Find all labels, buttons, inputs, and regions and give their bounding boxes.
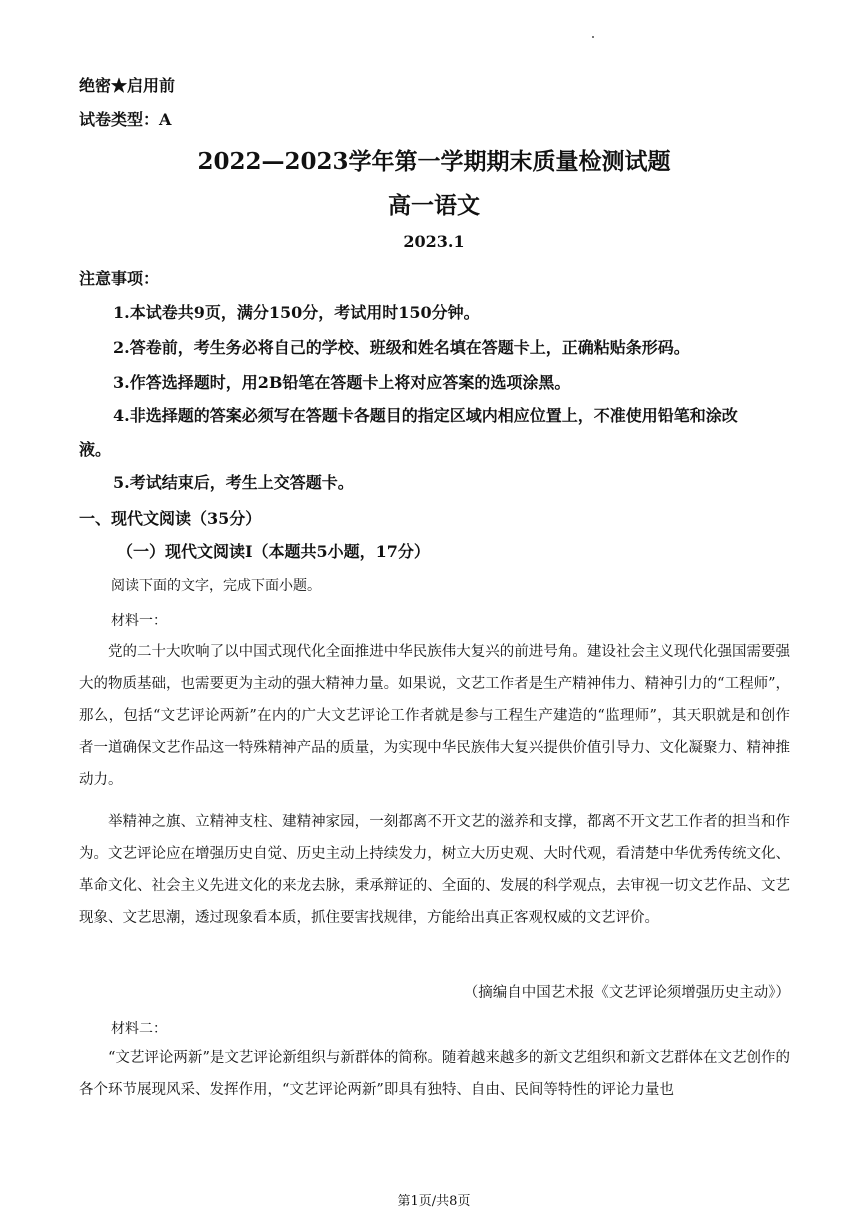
subject-title: 高一语文 [388, 192, 480, 219]
subsection-heading: （一）现代文阅读Ⅰ（本题共5小题，17分） [117, 542, 430, 561]
notice-item-4: 4.非选择题的答案必须写在答题卡各题目的指定区域内相应位置上，不准使用铅笔和涂改 [113, 406, 738, 425]
reading-instruction: 阅读下面的文字，完成下面小题。 [111, 578, 321, 594]
notice-item-4-continued: 液。 [79, 440, 112, 459]
section-heading: 一、现代文阅读（35分） [79, 509, 262, 528]
material-one-label: 材料一： [111, 613, 167, 629]
notice-heading: 注意事项： [79, 269, 160, 288]
notice-item-1: 1.本试卷共9页，满分150分，考试用时150分钟。 [113, 303, 480, 322]
material-one-paragraph-1: 党的二十大吹响了以中国式现代化全面推进中华民族伟大复兴的前进号角。建设社会主义现代化强国需要强大的物质基础，也需要更为主动的强大精神力量。如果说，文艺工作者是生产精神伟力、精神引力的“工程师”，那么，包括“文艺评论两新”在内的广大文艺评论工作者就是参与工程生产建造的“监理师”，其天职就是和创作者一道确保文艺作品这一特殊精神产品的质量，为实现中华民族伟大复兴提供价值引导力、文化凝聚力、精神推动力。 [79, 644, 790, 788]
exam-title: 2022—2023学年第一学期期末质量检测试题 [197, 148, 671, 175]
material-two-label: 材料二： [111, 1021, 167, 1037]
exam-date: 2023.1 [403, 232, 465, 251]
scan-dot [592, 36, 594, 38]
material-one-paragraph-2: 举精神之旗、立精神支柱、建精神家园，一刻都离不开文艺的滋养和支撑，都离不开文艺工作者的担当和作为。文艺评论应在增强历史自觉、历史主动上持续发力，树立大历史观、大时代观，看清楚中华优秀传统文化、革命文化、社会主义先进文化的来龙去脉，秉承辩证的、全面的、发展的科学观点，去审视一切文艺作品、文艺现象、文艺思潮，透过现象看本质，抓住要害找规律，方能给出真正客观权威的文艺评价。 [79, 814, 790, 926]
paper-type-label: 试卷类型：A [79, 110, 172, 129]
notice-item-3: 3.作答选择题时，用2B铅笔在答题卡上将对应答案的选项涂黑。 [113, 373, 571, 392]
material-one-source: （摘编自中国艺术报《文艺评论须增强历史主动》） [463, 985, 790, 1001]
confidential-label: 绝密★启用前 [79, 76, 176, 95]
notice-item-5: 5.考试结束后，考生上交答题卡。 [113, 473, 354, 492]
material-two-paragraph-1: “文艺评论两新”是文艺评论新组织与新群体的简称。随着越来越多的新文艺组织和新文艺群体在文艺创作的各个环节展现风采、发挥作用，“文艺评论两新”即具有独特、自由、民间等特性的评论力量也 [79, 1050, 790, 1098]
page-number: 第1页/共8页 [397, 1194, 471, 1209]
notice-item-2: 2.答卷前，考生务必将自己的学校、班级和姓名填在答题卡上，正确粘贴条形码。 [113, 338, 690, 357]
